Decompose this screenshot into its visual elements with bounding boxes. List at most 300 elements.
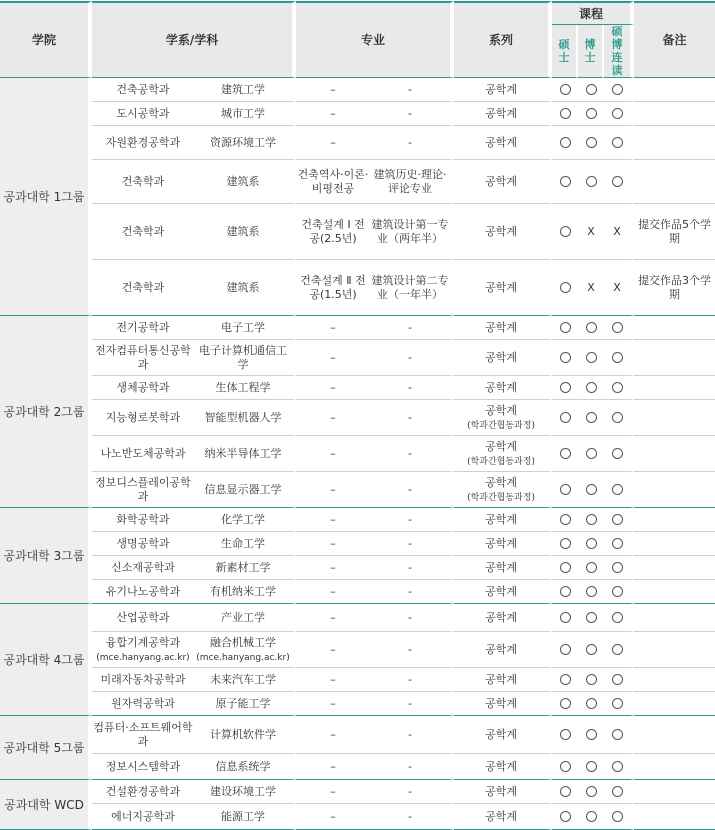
doctor-mark <box>578 340 604 376</box>
circle-icon <box>612 352 623 363</box>
series-text: 공학계 <box>485 380 517 394</box>
dept-cn-url: (mce.hanyang.ac.kr) <box>196 652 290 663</box>
dept-kr <box>92 508 194 532</box>
combined-mark <box>604 754 634 780</box>
dept-cn-text: 建筑系 <box>226 174 260 188</box>
major-kr: – <box>296 508 370 532</box>
dept-kr-text: 에너지공학과 <box>111 809 175 823</box>
table-row <box>0 508 715 532</box>
dept-kr-text: 전기공학과 <box>116 320 170 334</box>
doctor-mark <box>578 716 604 754</box>
doctor-mark <box>578 632 604 668</box>
major-cn: - <box>370 632 454 668</box>
series <box>454 804 552 830</box>
series <box>454 78 552 102</box>
major-kr: 건축설계 Ⅱ 전공(1.5년) <box>296 260 370 316</box>
dept-kr <box>92 716 194 754</box>
dept-kr-text: 컴퓨터·소프트웨어학과 <box>93 720 193 748</box>
circle-icon <box>586 674 597 685</box>
doctor-mark <box>578 204 604 260</box>
remarks <box>634 472 715 508</box>
remarks <box>634 580 715 604</box>
dept-kr-text: 정보디스플레이공학과 <box>95 475 191 503</box>
table-row <box>0 376 715 400</box>
x-mark: X <box>587 224 595 238</box>
circle-icon <box>560 562 571 573</box>
series-text: 공학계 <box>485 672 517 686</box>
remarks <box>634 556 715 580</box>
circle-icon <box>612 137 623 148</box>
circle-icon <box>560 412 571 423</box>
major-cn: - <box>370 804 454 830</box>
dept-cn-text: 原子能工学 <box>215 696 271 710</box>
series <box>454 472 552 508</box>
remarks <box>634 532 715 556</box>
group-name: 공과대학 2그룹 <box>0 316 92 508</box>
series <box>454 376 552 400</box>
master-mark <box>552 532 578 556</box>
remarks <box>634 376 715 400</box>
dept-cn <box>194 316 296 340</box>
master-mark <box>552 160 578 204</box>
dept-cn-text: 建筑系 <box>226 224 260 238</box>
major-kr: 건축역사·이론·비평전공 <box>296 160 370 204</box>
combined-mark <box>604 260 634 316</box>
series-text: 공학계 <box>485 106 517 120</box>
doctor-mark <box>578 604 604 632</box>
major-cn: - <box>370 102 454 126</box>
dept-kr <box>92 436 194 472</box>
dept-cn <box>194 604 296 632</box>
circle-icon <box>586 108 597 119</box>
table-row <box>0 436 715 472</box>
dept-cn-text: 产业工学 <box>221 610 265 624</box>
combined-mark <box>604 204 634 260</box>
major-cn: - <box>370 780 454 804</box>
dept-kr-text: 건설환경공학과 <box>105 784 181 798</box>
circle-icon <box>560 514 571 525</box>
dept-cn <box>194 508 296 532</box>
circle-icon <box>586 514 597 525</box>
table-header <box>0 1 715 78</box>
table-row <box>0 340 715 376</box>
circle-icon <box>586 811 597 822</box>
dept-cn <box>194 668 296 692</box>
series <box>454 102 552 126</box>
combined-mark <box>604 126 634 160</box>
master-mark <box>552 400 578 436</box>
remarks <box>634 78 715 102</box>
combined-mark <box>604 340 634 376</box>
master-mark <box>552 754 578 780</box>
remarks <box>634 780 715 804</box>
series-text: 공학계 <box>485 560 517 574</box>
dept-kr <box>92 102 194 126</box>
circle-icon <box>560 811 571 822</box>
dept-cn <box>194 260 296 316</box>
doctor-mark <box>578 532 604 556</box>
major-cn: - <box>370 126 454 160</box>
table-row <box>0 204 715 260</box>
remarks <box>634 668 715 692</box>
circle-icon <box>612 698 623 709</box>
circle-icon <box>560 84 571 95</box>
major-kr: 건축설계 Ⅰ 전공(2.5년) <box>296 204 370 260</box>
master-mark <box>552 126 578 160</box>
doctor-mark <box>578 400 604 436</box>
table-row <box>0 804 715 830</box>
dept-kr-text: 전자컴퓨터통신공학과 <box>95 343 191 371</box>
doctor-mark <box>578 556 604 580</box>
dept-kr-text: 산업공학과 <box>116 610 170 624</box>
dept-kr-text: 나노반도체공학과 <box>100 446 186 460</box>
table-row <box>0 780 715 804</box>
table-body <box>0 78 715 830</box>
circle-icon <box>612 729 623 740</box>
remarks <box>634 102 715 126</box>
group-name: 공과대학 5그룹 <box>0 716 92 780</box>
major-kr: – <box>296 316 370 340</box>
major-kr: – <box>296 580 370 604</box>
master-mark <box>552 376 578 400</box>
major-cn: - <box>370 508 454 532</box>
dept-kr-text: 자원환경공학과 <box>105 135 181 149</box>
circle-icon <box>560 674 571 685</box>
group-name: 공과대학 WCD <box>0 780 92 830</box>
dept-kr <box>92 376 194 400</box>
dept-kr <box>92 78 194 102</box>
dept-cn <box>194 532 296 556</box>
series-text: 공학계 <box>485 759 517 773</box>
dept-kr <box>92 668 194 692</box>
circle-icon <box>586 176 597 187</box>
circle-icon <box>560 484 571 495</box>
series <box>454 160 552 204</box>
circle-icon <box>586 729 597 740</box>
major-kr: – <box>296 532 370 556</box>
header-master: 硕士 <box>552 25 578 78</box>
dept-cn-text: 智能型机器人学 <box>204 410 282 424</box>
master-mark <box>552 580 578 604</box>
circle-icon <box>560 282 571 293</box>
master-mark <box>552 316 578 340</box>
master-mark <box>552 102 578 126</box>
combined-mark <box>604 780 634 804</box>
major-kr: – <box>296 436 370 472</box>
series-text: 공학계 <box>485 320 517 334</box>
remarks <box>634 692 715 716</box>
series-text: 공학계 <box>485 439 517 453</box>
series-text: 공학계 <box>485 696 517 710</box>
circle-icon <box>612 108 623 119</box>
series <box>454 632 552 668</box>
dept-kr-text: 지능형로봇학과 <box>105 410 181 424</box>
series <box>454 580 552 604</box>
circle-icon <box>586 761 597 772</box>
dept-cn-text: 建筑系 <box>226 280 260 294</box>
major-cn: - <box>370 692 454 716</box>
circle-icon <box>586 562 597 573</box>
doctor-mark <box>578 754 604 780</box>
major-kr: – <box>296 376 370 400</box>
major-kr: – <box>296 340 370 376</box>
series <box>454 436 552 472</box>
dept-kr <box>92 126 194 160</box>
circle-icon <box>560 729 571 740</box>
x-mark: X <box>613 224 621 238</box>
table-row <box>0 580 715 604</box>
dept-cn <box>194 400 296 436</box>
master-mark <box>552 340 578 376</box>
doctor-mark <box>578 668 604 692</box>
series <box>454 668 552 692</box>
circle-icon <box>612 484 623 495</box>
circle-icon <box>586 352 597 363</box>
remarks <box>634 160 715 204</box>
major-kr: – <box>296 102 370 126</box>
dept-kr <box>92 580 194 604</box>
dept-cn <box>194 472 296 508</box>
series-text: 공학계 <box>485 280 517 294</box>
remarks: 提交作品5个学期 <box>634 204 715 260</box>
dept-cn-text: 建设环境工学 <box>210 784 276 798</box>
major-cn: - <box>370 316 454 340</box>
dept-cn-text: 化学工学 <box>221 512 265 526</box>
remarks <box>634 754 715 780</box>
dept-cn <box>194 692 296 716</box>
combined-mark <box>604 472 634 508</box>
series <box>454 532 552 556</box>
circle-icon <box>612 761 623 772</box>
table-row <box>0 78 715 102</box>
dept-cn-text: 融合机械工学 <box>210 635 276 649</box>
dept-kr-text: 도시공학과 <box>116 106 170 120</box>
remarks <box>634 716 715 754</box>
circle-icon <box>612 586 623 597</box>
dept-kr-text: 융합기계공학과 <box>105 635 181 649</box>
circle-icon <box>560 786 571 797</box>
doctor-mark <box>578 472 604 508</box>
series <box>454 260 552 316</box>
series-note: (학과간협동과정) <box>467 492 535 503</box>
dept-kr <box>92 692 194 716</box>
table-row <box>0 716 715 754</box>
series-text: 공학계 <box>485 475 517 489</box>
master-mark <box>552 472 578 508</box>
combined-mark <box>604 400 634 436</box>
circle-icon <box>560 176 571 187</box>
table-row <box>0 692 715 716</box>
circle-icon <box>612 382 623 393</box>
dept-cn <box>194 340 296 376</box>
dept-cn-text: 纳米半导体工学 <box>204 446 282 460</box>
header-major: 专业 <box>296 1 454 78</box>
major-kr: – <box>296 400 370 436</box>
circle-icon <box>560 352 571 363</box>
series-text: 공학계 <box>485 82 517 96</box>
circle-icon <box>586 612 597 623</box>
dept-cn <box>194 580 296 604</box>
doctor-mark <box>578 260 604 316</box>
dept-kr <box>92 204 194 260</box>
dept-cn-text: 城市工学 <box>221 106 265 120</box>
doctor-mark <box>578 160 604 204</box>
series-text: 공학계 <box>485 610 517 624</box>
series <box>454 340 552 376</box>
major-kr: – <box>296 78 370 102</box>
master-mark <box>552 204 578 260</box>
table-row <box>0 532 715 556</box>
dept-cn <box>194 204 296 260</box>
doctor-mark <box>578 78 604 102</box>
combined-mark <box>604 668 634 692</box>
table-row <box>0 632 715 668</box>
doctor-mark <box>578 692 604 716</box>
dept-kr-text: 건축학과 <box>121 280 165 294</box>
dept-cn-text: 新素材工学 <box>215 560 271 574</box>
program-table <box>0 1 715 830</box>
major-cn: - <box>370 376 454 400</box>
dept-kr <box>92 604 194 632</box>
doctor-mark <box>578 316 604 340</box>
major-kr: – <box>296 604 370 632</box>
dept-kr-text: 원자력공학과 <box>111 696 175 710</box>
master-mark <box>552 78 578 102</box>
major-kr: – <box>296 780 370 804</box>
dept-cn-text: 能源工学 <box>221 809 265 823</box>
circle-icon <box>586 586 597 597</box>
group-name: 공과대학 4그룹 <box>0 604 92 716</box>
series <box>454 604 552 632</box>
dept-cn <box>194 160 296 204</box>
series-text: 공학계 <box>485 350 517 364</box>
circle-icon <box>560 612 571 623</box>
dept-kr <box>92 160 194 204</box>
circle-icon <box>612 84 623 95</box>
master-mark <box>552 668 578 692</box>
series <box>454 400 552 436</box>
dept-cn-text: 信息系统学 <box>215 759 271 773</box>
circle-icon <box>612 514 623 525</box>
series <box>454 316 552 340</box>
series <box>454 556 552 580</box>
series-text: 공학계 <box>485 584 517 598</box>
dept-cn-text: 信息显示器工学 <box>204 482 282 496</box>
remarks <box>634 804 715 830</box>
header-college: 学院 <box>0 1 92 78</box>
major-cn: - <box>370 78 454 102</box>
series <box>454 754 552 780</box>
major-kr: – <box>296 556 370 580</box>
major-cn: - <box>370 754 454 780</box>
dept-kr <box>92 532 194 556</box>
doctor-mark <box>578 376 604 400</box>
dept-cn <box>194 754 296 780</box>
circle-icon <box>560 137 571 148</box>
dept-kr <box>92 632 194 668</box>
series-text: 공학계 <box>485 512 517 526</box>
remarks <box>634 436 715 472</box>
circle-icon <box>612 538 623 549</box>
circle-icon <box>560 382 571 393</box>
dept-cn-text: 计算机软件学 <box>210 727 276 741</box>
series-text: 공학계 <box>485 174 517 188</box>
table-row <box>0 160 715 204</box>
circle-icon <box>586 786 597 797</box>
dept-cn <box>194 632 296 668</box>
combined-mark <box>604 160 634 204</box>
dept-kr-text: 건축학과 <box>121 174 165 188</box>
table-row <box>0 472 715 508</box>
remarks <box>634 126 715 160</box>
circle-icon <box>612 674 623 685</box>
series-text: 공학계 <box>485 784 517 798</box>
circle-icon <box>612 412 623 423</box>
group-name: 공과대학 3그룹 <box>0 508 92 604</box>
dept-cn-text: 有机纳米工学 <box>210 584 276 598</box>
circle-icon <box>612 786 623 797</box>
master-mark <box>552 716 578 754</box>
major-kr: – <box>296 668 370 692</box>
circle-icon <box>560 448 571 459</box>
combined-mark <box>604 316 634 340</box>
dept-cn-text: 生体工程学 <box>215 380 271 394</box>
remarks <box>634 604 715 632</box>
dept-kr <box>92 754 194 780</box>
major-cn: - <box>370 556 454 580</box>
dept-kr-text: 건축학과 <box>121 224 165 238</box>
combined-mark <box>604 580 634 604</box>
remarks <box>634 508 715 532</box>
master-mark <box>552 436 578 472</box>
doctor-mark <box>578 780 604 804</box>
series <box>454 126 552 160</box>
dept-cn-text: 未来汽车工学 <box>210 672 276 686</box>
dept-kr <box>92 780 194 804</box>
master-mark <box>552 556 578 580</box>
circle-icon <box>560 322 571 333</box>
dept-kr <box>92 340 194 376</box>
major-kr: – <box>296 126 370 160</box>
major-cn: - <box>370 472 454 508</box>
major-cn: 建筑历史·理论·评论专业 <box>370 160 454 204</box>
circle-icon <box>612 644 623 655</box>
circle-icon <box>560 538 571 549</box>
master-mark <box>552 604 578 632</box>
series-note: (학과간협동과정) <box>467 420 535 431</box>
remarks <box>634 340 715 376</box>
table-row <box>0 316 715 340</box>
dept-kr <box>92 316 194 340</box>
combined-mark <box>604 78 634 102</box>
dept-cn-text: 资源环境工学 <box>210 135 276 149</box>
series-text: 공학계 <box>485 536 517 550</box>
major-cn: - <box>370 716 454 754</box>
major-cn: - <box>370 436 454 472</box>
doctor-mark <box>578 508 604 532</box>
combined-mark <box>604 508 634 532</box>
table-row <box>0 400 715 436</box>
combined-mark <box>604 556 634 580</box>
header-remarks: 备注 <box>634 1 715 78</box>
dept-cn <box>194 716 296 754</box>
series <box>454 508 552 532</box>
major-kr: – <box>296 716 370 754</box>
circle-icon <box>586 448 597 459</box>
major-kr: – <box>296 632 370 668</box>
dept-cn <box>194 126 296 160</box>
group-name: 공과대학 1그룹 <box>0 78 92 316</box>
